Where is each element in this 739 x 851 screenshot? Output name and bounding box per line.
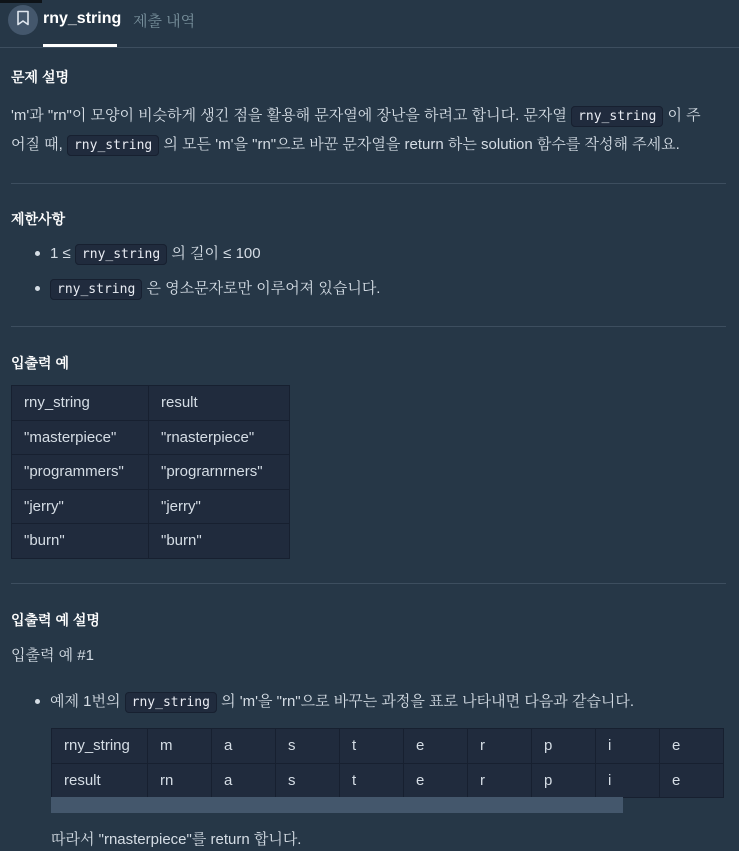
table-cell: "rnasterpiece" xyxy=(149,420,290,455)
table-cell: r xyxy=(468,729,532,764)
table-header-row xyxy=(12,386,290,421)
table-cell: i xyxy=(596,763,660,798)
constraint-item: 1 ≤ rny_string 의 길이 ≤ 100 xyxy=(50,242,261,267)
description-text: 'm'과 "rn"이 모양이 비슷하게 생긴 점을 활용해 문자열에 장난을 하려고 합니다. 문자열 rny_string 이 주 어질 때, rny_string 의 모든 'm'을 "rn"으로 바꾼 문자열을 return 하는 solution 함수를 작성해 주세요. xyxy=(11,102,726,160)
table-row xyxy=(12,524,290,559)
table-cell: e xyxy=(660,763,724,798)
table-cell: "prograrnrners" xyxy=(149,455,290,490)
table-cell: s xyxy=(276,763,340,798)
conclusion-text: 따라서 "rnasterpiece"를 return 합니다. xyxy=(51,831,302,848)
tab-submissions[interactable]: 제출 내역 xyxy=(133,13,196,30)
table-header-cell: result xyxy=(149,386,290,421)
code-rny-string: rny_string xyxy=(50,279,142,300)
table-cell: rny_string xyxy=(52,729,148,764)
active-tab-indicator xyxy=(43,44,117,47)
table-cell: t xyxy=(340,763,404,798)
code-rny-string: rny_string xyxy=(571,106,663,127)
example-subtitle: 입출력 예 #1 xyxy=(11,647,94,664)
table-cell: e xyxy=(660,729,724,764)
divider xyxy=(11,326,726,327)
bullet-dot xyxy=(35,699,40,704)
table-cell: i xyxy=(596,729,660,764)
table-row xyxy=(52,763,724,798)
table-cell: "burn" xyxy=(149,524,290,559)
table-cell: rn xyxy=(148,763,212,798)
tab-bar xyxy=(0,0,739,48)
table-cell: "programmers" xyxy=(12,455,149,490)
table-cell: e xyxy=(404,729,468,764)
table-row xyxy=(12,489,290,524)
divider xyxy=(11,583,726,584)
table-cell: p xyxy=(532,729,596,764)
constraints-heading: 제한사항 xyxy=(11,211,66,227)
table-cell: a xyxy=(212,729,276,764)
explanation-heading: 입출력 예 설명 xyxy=(11,612,100,628)
bookmark-button[interactable] xyxy=(8,5,38,35)
table-cell: m xyxy=(148,729,212,764)
table-cell: "burn" xyxy=(12,524,149,559)
explanation-item: 예제 1번의 rny_string 의 'm'을 "rn"으로 바꾸는 과정을 표로 나타내면 다음과 같습니다. xyxy=(50,690,634,715)
table-row xyxy=(12,455,290,490)
table-cell: "masterpiece" xyxy=(12,420,149,455)
table-cell: result xyxy=(52,763,148,798)
table-cell: s xyxy=(276,729,340,764)
table-cell: r xyxy=(468,763,532,798)
table-cell: t xyxy=(340,729,404,764)
bullet-dot xyxy=(35,286,40,291)
examples-table xyxy=(11,385,290,559)
examples-heading: 입출력 예 xyxy=(11,355,69,371)
table-cell: "jerry" xyxy=(12,489,149,524)
constraint-item: rny_string 은 영소문자로만 이루어져 있습니다. xyxy=(50,277,380,302)
code-rny-string: rny_string xyxy=(125,692,217,713)
table-cell: a xyxy=(212,763,276,798)
table-header-cell: rny_string xyxy=(12,386,149,421)
table-row xyxy=(52,729,724,764)
bookmark-icon xyxy=(16,10,30,30)
code-rny-string: rny_string xyxy=(75,244,167,265)
bullet-dot xyxy=(35,251,40,256)
table-row xyxy=(12,420,290,455)
table-cell: p xyxy=(532,763,596,798)
horizontal-scrollbar[interactable] xyxy=(51,797,623,813)
table-cell: e xyxy=(404,763,468,798)
description-heading: 문제 설명 xyxy=(11,69,69,85)
table-cell: "jerry" xyxy=(149,489,290,524)
code-rny-string: rny_string xyxy=(67,135,159,156)
tab-problem[interactable]: rny_string xyxy=(43,10,122,27)
steps-table xyxy=(51,728,724,798)
divider xyxy=(11,183,726,184)
